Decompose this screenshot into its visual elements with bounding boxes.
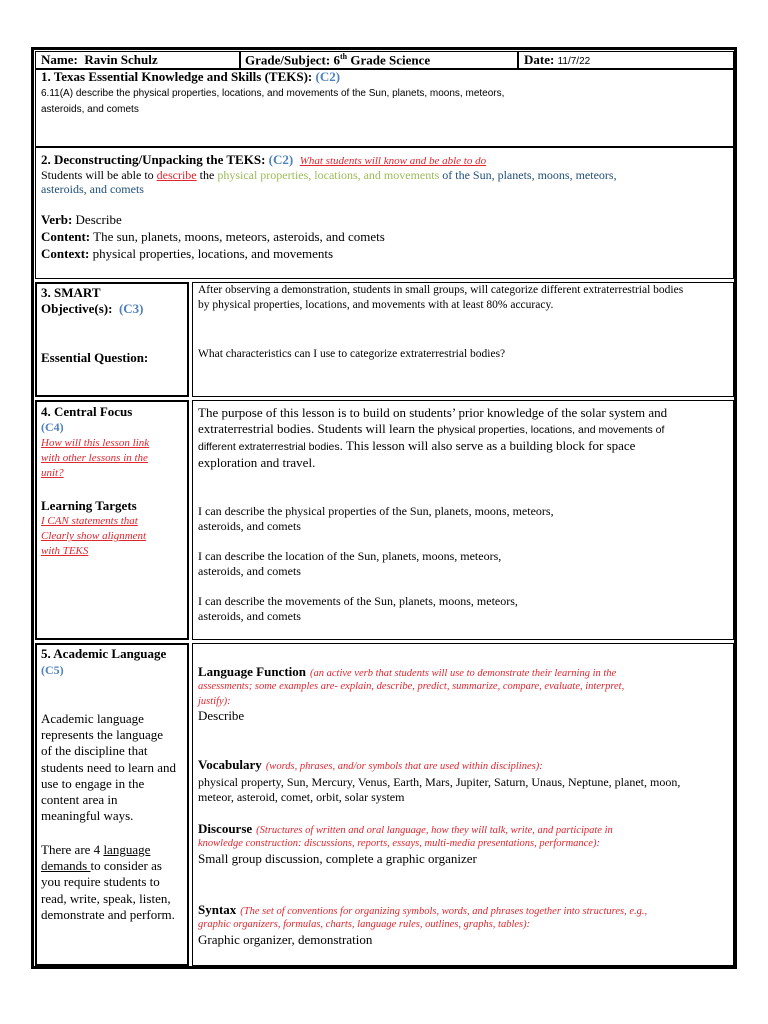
- target1-line1: I can describe the physical properties of the Sun, planets, moons, meteors,: [198, 504, 554, 518]
- language-function-heading: Language Function (an active verb that students will use to demonstrate their learning in the: [198, 664, 617, 679]
- syntax-heading: Syntax (The set of conventions for organizing symbols, words, and phrases together into structures, e.g.,: [198, 902, 648, 917]
- name-field: Name: Ravin Schulz: [41, 52, 158, 67]
- syntax-value: Graphic organizer, demonstration: [198, 932, 373, 947]
- focus-line3: different extraterrestrial bodies. This lesson will also serve as a building block for space: [198, 438, 636, 453]
- essential-question-label: Essential Question:: [41, 350, 149, 365]
- target3-line1: I can describe the movements of the Sun, planets, moons, meteors,: [198, 594, 518, 608]
- section5-title: 5. Academic Language: [41, 646, 167, 661]
- date-field: Date: 11/7/22: [524, 52, 591, 67]
- lf-note-3: justify):: [198, 696, 231, 707]
- unpack-line1: Students will be able to describe the physical properties, locations, and movements of the Sun, planets, moons, meteors,: [41, 168, 617, 182]
- section5-code: (C5): [41, 663, 64, 677]
- academic-language-description: Academic language represents the language of the discipline that students need to learn and use to engage in the content area in meaningful ways.: [41, 711, 177, 824]
- section3-title: 3. SMART: [41, 285, 101, 300]
- teks-text-line1: 6.11(A) describe the physical properties, locations, and movements of the Sun, planets, moons, meteors,: [41, 88, 505, 99]
- section3-title-2: Objective(s): (C3): [41, 301, 144, 316]
- vocabulary-line2: meteor, asteroid, comet, orbit, solar system: [198, 790, 405, 804]
- language-demands-text: There are 4 language demands to consider as you require students to read, write, speak, listen, demonstrate and perform.: [41, 842, 175, 922]
- objective-line1: After observing a demonstration, students in small groups, will categorize different extraterrestrial bodies: [198, 284, 684, 296]
- section4-code: (C4): [41, 420, 64, 434]
- discourse-value: Small group discussion, complete a graphic organizer: [198, 851, 477, 866]
- objective-line2: by physical properties, locations, and movements with at least 80% accuracy.: [198, 299, 554, 311]
- section4-title: 4. Central Focus: [41, 404, 133, 419]
- target2-line1: I can describe the location of the Sun, planets, moons, meteors,: [198, 549, 502, 563]
- essential-question-text: What characteristics can I use to categorize extraterrestrial bodies?: [198, 348, 506, 360]
- focus-note-3: unit?: [41, 467, 64, 479]
- vocabulary-heading: Vocabulary (words, phrases, and/or symbols that are used within disciplines):: [198, 757, 543, 772]
- lf-note-2: assessments; some examples are- explain, describe, predict, summarize, compare, evaluate, interpret,: [198, 681, 625, 692]
- language-function-value: Describe: [198, 708, 245, 723]
- focus-line4: exploration and travel.: [198, 455, 316, 470]
- verb-line: Verb: Describe: [41, 212, 122, 227]
- context-line: Context: physical properties, locations, and movements: [41, 246, 334, 261]
- section2-title: 2. Deconstructing/Unpacking the TEKS: (C2) What students will know and be able to do: [41, 152, 487, 167]
- learning-targets-label: Learning Targets: [41, 498, 137, 513]
- target1-line2: asteroids, and comets: [198, 519, 301, 533]
- grade-field: Grade/Subject: 6th Grade Science: [245, 52, 431, 68]
- focus-line2: extraterrestrial bodies. Students will learn the physical properties, locations, and movements of: [198, 421, 665, 436]
- section1-title: 1. Texas Essential Knowledge and Skills (TEKS): (C2): [41, 69, 341, 84]
- discourse-heading: Discourse (Structures of written and oral language, how they will talk, write, and participate in: [198, 821, 613, 836]
- focus-line1: The purpose of this lesson is to build on students’ prior knowledge of the solar system and: [198, 405, 668, 420]
- lt-note-1: I CAN statements that: [41, 515, 138, 527]
- unpack-line2: asteroids, and comets: [41, 182, 144, 196]
- target3-line2: asteroids, and comets: [198, 609, 301, 623]
- focus-note-2: with other lessons in the: [41, 452, 148, 464]
- syntax-note-2: graphic organizers, formulas, charts, language rules, outlines, graphs, tables):: [198, 919, 531, 930]
- lt-note-2: Clearly show alignment: [41, 530, 147, 542]
- vocabulary-line1: physical property, Sun, Mercury, Venus, Earth, Mars, Jupiter, Saturn, Unaus, Neptune, planet, moon,: [198, 775, 681, 789]
- teks-text-line2: asteroids, and comets: [41, 104, 139, 115]
- lt-note-3: with TEKS: [41, 545, 89, 557]
- discourse-note-2: knowledge construction: discussions, reports, essays, multi-media presentations, performance):: [198, 838, 600, 849]
- content-line: Content: The sun, planets, moons, meteors, asteroids, and comets: [41, 229, 385, 244]
- focus-note-1: How will this lesson link: [41, 437, 150, 449]
- target2-line2: asteroids, and comets: [198, 564, 301, 578]
